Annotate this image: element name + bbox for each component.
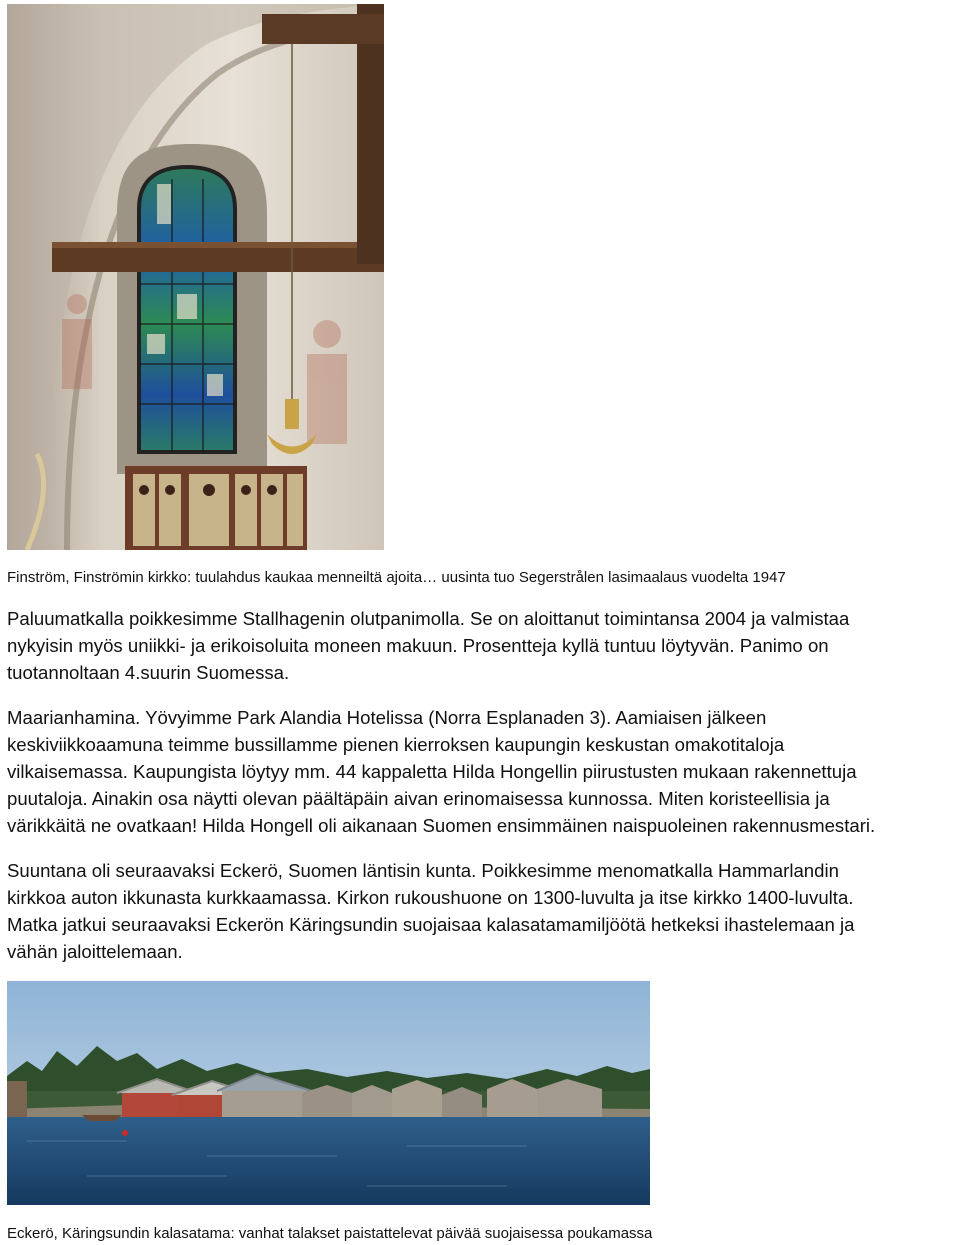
paragraph-line: Maarianhamina. Yövyimme Park Alandia Hotelissa (Norra Esplanaden 3). Aamiaisen jälkeen <box>7 707 767 728</box>
church-interior-photo <box>7 4 384 550</box>
paragraph-eckero <box>7 857 957 965</box>
paragraph-line: värikkäitä ne ovatkaan! Hilda Hongell oli aikanaan Suomen ensimmäinen naispuoleinen rakennusmestari. <box>7 815 876 836</box>
paragraph-line: puutaloja. Ainakin osa näytti olevan päältäpäin aivan erinomaisessa kunnossa. Miten koristeellisia ja <box>7 788 830 809</box>
paragraph-line: vilkaisemassa. Kaupungista löytyy mm. 44 kappaletta Hilda Hongellin piirustusten mukaan rakennettuja <box>7 761 857 782</box>
paragraph-mariehamn <box>7 704 957 839</box>
harbor-caption: Eckerö, Käringsundin kalasatama: vanhat talakset paistattelevat päivää suojaisessa poukamassa <box>7 1225 653 1242</box>
paragraph-line: tuotannoltaan 4.suurin Suomessa. <box>7 662 290 683</box>
paragraph-line: kirkkoa auton ikkunasta kurkkaamassa. Kirkon rukoushuone on 1300-luvulta ja itse kirkko 1400-luvulta. <box>7 887 854 908</box>
paragraph-line: vähän jaloittelemaan. <box>7 941 183 962</box>
paragraph-line: nykyisin myös uniikki- ja erikoisoluita moneen makuun. Prosentteja kyllä tuntuu löytyvän. Panimo on <box>7 635 829 656</box>
paragraph-line: Suuntana oli seuraavaksi Eckerö, Suomen läntisin kunta. Poikkesimme menomatkalla Hammarlandin <box>7 860 839 881</box>
paragraph-line: keskiviikkoaamuna teimme bussillamme pienen kierroksen kaupungin keskustan omakotitaloja <box>7 734 785 755</box>
paragraph-line: Matka jatkui seuraavaksi Eckerön Käringsundin suojaisaa kalasatamamiljöötä hetkeksi ihastelemaan ja <box>7 914 855 935</box>
paragraph-line: Paluumatkalla poikkesimme Stallhagenin olutpanimolla. Se on aloittanut toimintansa 2004 ja valmistaa <box>7 608 850 629</box>
church-caption: Finström, Finströmin kirkko: tuulahdus kaukaa menneiltä ajoita… uusinta tuo Segerstrålen lasimaalaus vuodelta 1947 <box>7 569 786 586</box>
paragraph-brewery <box>7 605 957 686</box>
harbor-photo <box>7 981 650 1205</box>
